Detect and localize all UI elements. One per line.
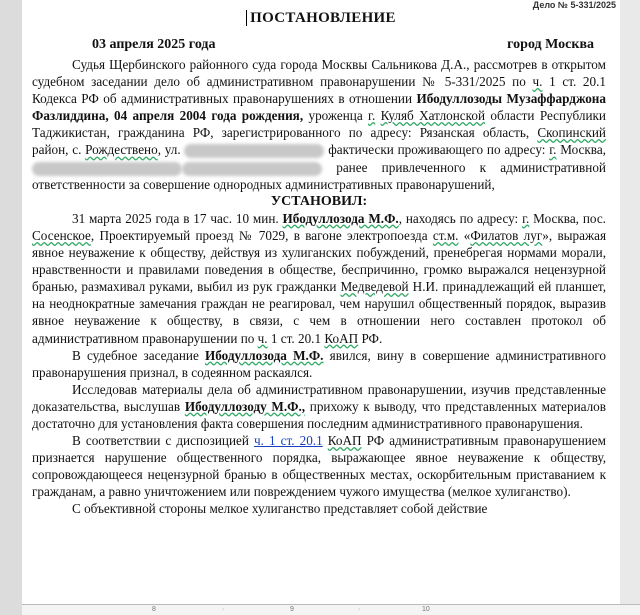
- defendant-name: Ибодуллозоду М.Ф.,: [184, 398, 306, 414]
- paragraph-law: [32, 432, 606, 500]
- window-margin: [0, 0, 22, 615]
- document-title: [22, 10, 620, 27]
- text: РФ административным правонарушением признается нарушение общественного порядка, выражающее явное неуважение к обществу, сопровождающееся нецензурной бранью в общественных местах, оскорбительным приставанием к гражданам, а равно уничтожением или повреждением чужого имущества (мелкое хулиганство).: [32, 433, 607, 500]
- text: 1 ст. 20.1: [267, 330, 325, 346]
- text: Москва, пос.: [529, 210, 606, 226]
- text: уроженца: [303, 108, 369, 124]
- text: Скопинский: [537, 125, 606, 141]
- text: », выражая явное неуважение к обществу, действуя из хулиганских побуждений, пренебрегая нормами морали, нравственности и правилами поведения в обществе, беспричинно, громко выражался нецензурной бранью, размахивал руками, выбил из рук гражданки: [32, 227, 607, 295]
- text: Куляб Хатлонской: [380, 108, 486, 124]
- text: ранее привлеченного к административной ответственности за совершение однородных административных правонарушений,: [32, 159, 606, 192]
- text: Филатов луг: [470, 227, 543, 243]
- defendant-name: Ибодуллозода М.Ф.: [204, 347, 324, 363]
- text: прихожу к выводу, что представленных материалов достаточно для установления факта совершения последним административного правонарушения.: [32, 398, 606, 431]
- text: Рождествено: [85, 142, 158, 158]
- text: С объективной стороны мелкое хулиганство представляет собой действие: [72, 501, 488, 517]
- text: Судья Щербинского районного суда города Москвы Сальникова Д.А., рассмотрев в открытом судебном заседании дело об административном правонарушении № 5-331/2025 по: [32, 57, 606, 90]
- redacted-address: [32, 162, 182, 176]
- text: Медведевой: [340, 279, 409, 295]
- defendant-name: Ибодуллозоды Музаффарджона Фазлиддина, 04 апреля 2004 года рождения,: [32, 91, 606, 124]
- text: области Республики Таджикистан, гражданина РФ, зарегистрированного по адресу: Рязанская область,: [32, 108, 606, 141]
- law-article-link[interactable]: ч. 1 ст. 20.1: [253, 433, 323, 449]
- text: Москва,: [556, 142, 606, 158]
- text: г.: [549, 142, 557, 158]
- text: , находясь по адресу:: [398, 210, 523, 226]
- paragraph-hearing: [32, 347, 606, 381]
- section-heading: УСТАНОВИЛ:: [270, 193, 368, 209]
- ruler-mark: 10: [422, 606, 430, 613]
- case-number: Дело № 5-331/2025: [532, 0, 616, 10]
- paragraph-facts: [32, 210, 606, 347]
- paragraph-intro: [32, 56, 606, 193]
- text: КоАП: [327, 433, 362, 449]
- redacted-address: [182, 162, 322, 176]
- paragraph-conclusion: [32, 381, 606, 432]
- text: В соответствии с диспозицией: [72, 433, 254, 449]
- text: «: [458, 227, 471, 243]
- ruler-mark: 8: [152, 606, 156, 613]
- text: , ул.: [157, 142, 185, 158]
- ruler-mark: ·: [222, 606, 225, 613]
- ruler-mark: 9: [290, 606, 294, 613]
- text: В судебное заседание: [72, 347, 205, 363]
- text: 31 марта 2025 года в 17 час. 10 мин.: [72, 210, 283, 226]
- document-date: 03 апреля 2025 года: [92, 37, 216, 52]
- text: фактически проживающего по адресу:: [324, 142, 550, 158]
- ruler-mark: ·: [358, 606, 361, 613]
- paragraph-objective: [32, 500, 606, 517]
- text: Исследовав материалы дела об административном правонарушении, изучив представленные доказательства, выслушав: [32, 381, 606, 414]
- date-city-line: [92, 37, 594, 53]
- text: КоАП: [324, 330, 359, 346]
- text: г.: [522, 210, 530, 226]
- text: ч.: [257, 330, 268, 346]
- text: ч.: [532, 74, 543, 90]
- title-text: ПОСТАНОВЛЕНИЕ: [246, 10, 396, 26]
- text: ст.м.: [432, 227, 459, 243]
- text: район, с.: [32, 142, 86, 158]
- text: Н.И. принадлежащий ей планшет, на неоднократные замечания граждан не реагировал, чем нарушил общественный порядок, выразив явное неуважение к обществу, в связи, с чем в отношении него составлен протокол об административном правонарушении по: [32, 279, 606, 346]
- document-city: город Москва: [507, 37, 594, 52]
- redacted-address: [184, 144, 324, 158]
- text: РФ.: [358, 330, 383, 346]
- text: , Проектируемый проезд № 7029, в вагоне электропоезда: [90, 227, 433, 243]
- text: г.: [368, 108, 376, 124]
- defendant-name: Ибодуллозода М.Ф.: [282, 210, 399, 226]
- horizontal-ruler: [22, 604, 640, 615]
- document-body: [32, 56, 606, 518]
- text: Сосенское: [32, 227, 91, 243]
- text: явился, вину в совершение административного правонарушения признал, в содеянном раскаялся.: [32, 347, 606, 380]
- text: 1 ст. 20.1 Кодекса РФ об административных правонарушениях в отношении: [32, 74, 607, 107]
- document-page: [22, 0, 620, 615]
